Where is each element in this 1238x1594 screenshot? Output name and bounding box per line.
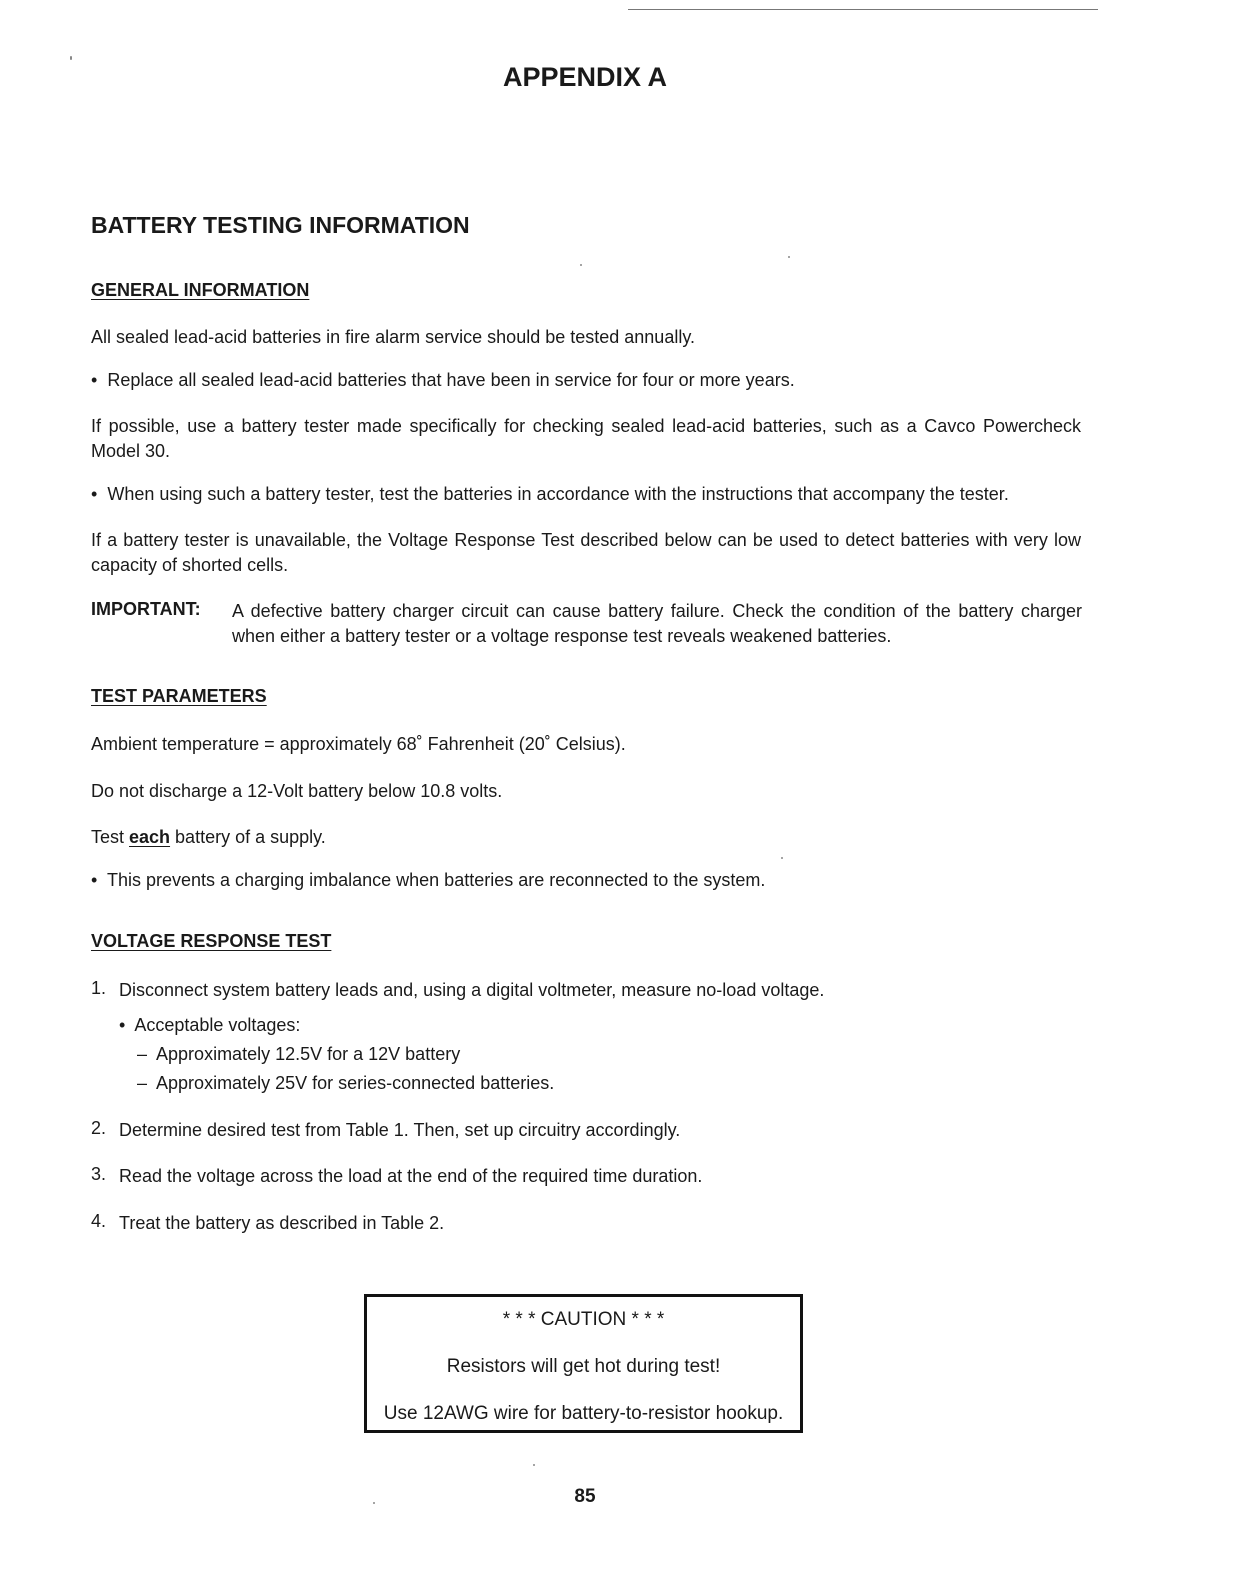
parameters-bullet-1-text: This prevents a charging imbalance when batteries are reconnected to the system.: [107, 870, 766, 890]
step-1-text: Disconnect system battery leads and, using a digital voltmeter, measure no-load voltage.: [119, 980, 825, 1000]
voltage-dash-item-2-text: Approximately 25V for series-connected batteries.: [156, 1073, 555, 1093]
bullet-glyph: •: [119, 1015, 126, 1035]
step-4-number: 4.: [91, 1211, 107, 1231]
scan-speck: [533, 1464, 535, 1466]
scan-speck: [788, 256, 790, 258]
bullet-glyph: •: [91, 870, 98, 890]
important-label: IMPORTANT:: [91, 599, 201, 619]
general-bullet-2: [91, 482, 1081, 507]
general-paragraph-2: If possible, use a battery tester made specifically for checking sealed lead-acid batteries, such as a Cavco Powercheck Model 30.: [91, 416, 1081, 461]
step-4-text: Treat the battery as described in Table 2.: [119, 1213, 445, 1233]
caution-box: [364, 1294, 803, 1433]
step-1-number: 1.: [91, 978, 107, 998]
parameters-paragraph-3-pre: Test: [91, 827, 130, 847]
general-paragraph-3: If a battery tester is unavailable, the Voltage Response Test described below can be used to detect batteries with very low capacity of shorted cells.: [91, 530, 1081, 575]
voltage-response-test-heading: VOLTAGE RESPONSE TEST: [91, 931, 332, 951]
test-parameters-heading: TEST PARAMETERS: [91, 686, 267, 706]
voltage-dash-item-2: [137, 1071, 1127, 1096]
important-text: A defective battery charger circuit can cause battery failure. Check the condition of the battery charger when either a battery tester or a voltage response test reveals weakened batteries.: [232, 601, 1082, 646]
bullet-glyph: •: [91, 484, 98, 504]
emphasis-each: each: [129, 827, 171, 847]
voltage-dash-item-1: [137, 1042, 1127, 1067]
page-number: 85: [574, 1486, 596, 1507]
voltage-dash-item-1-text: Approximately 12.5V for a 12V battery: [156, 1044, 461, 1064]
scan-speck: [70, 56, 72, 60]
scan-top-rule: [628, 9, 1098, 10]
scan-speck: [580, 264, 582, 266]
caution-line-1: Resistors will get hot during test!: [446, 1356, 721, 1377]
step-2-number: 2.: [91, 1118, 107, 1138]
step-3-text: Read the voltage across the load at the end of the required time duration.: [119, 1166, 703, 1186]
scan-speck: [781, 857, 783, 859]
general-bullet-2-text: When using such a battery tester, test the batteries in accordance with the instructions that accompany the tester.: [107, 484, 1009, 504]
dash-glyph: –: [137, 1073, 148, 1093]
acceptable-voltages-text: Acceptable voltages:: [134, 1015, 301, 1035]
caution-title: * * * CAUTION * * *: [502, 1309, 665, 1330]
general-bullet-1-text: Replace all sealed lead-acid batteries that have been in service for four or more years.: [107, 370, 795, 390]
general-bullet-1: [91, 368, 1081, 393]
parameters-paragraph-2: Do not discharge a 12-Volt battery below 10.8 volts.: [91, 781, 503, 801]
step-2-text: Determine desired test from Table 1. Then, set up circuitry accordingly.: [119, 1120, 681, 1140]
parameters-paragraph-3: [91, 825, 1081, 850]
parameters-paragraph-3-post: battery of a supply.: [170, 827, 326, 847]
appendix-title: APPENDIX A: [502, 62, 668, 92]
parameters-paragraph-1: Ambient temperature = approximately 68˚ Fahrenheit (20˚ Celsius).: [91, 734, 626, 754]
caution-line-2: Use 12AWG wire for battery-to-resistor hookup.: [383, 1403, 784, 1424]
step-3-number: 3.: [91, 1164, 107, 1184]
dash-glyph: –: [137, 1044, 148, 1064]
general-information-heading: GENERAL INFORMATION: [91, 280, 310, 300]
bullet-glyph: •: [91, 370, 98, 390]
general-paragraph-1: All sealed lead-acid batteries in fire alarm service should be tested annually.: [91, 327, 695, 347]
acceptable-voltages-bullet: [119, 1013, 1109, 1038]
parameters-bullet-1: [91, 868, 1081, 893]
section-title: BATTERY TESTING INFORMATION: [91, 212, 470, 238]
